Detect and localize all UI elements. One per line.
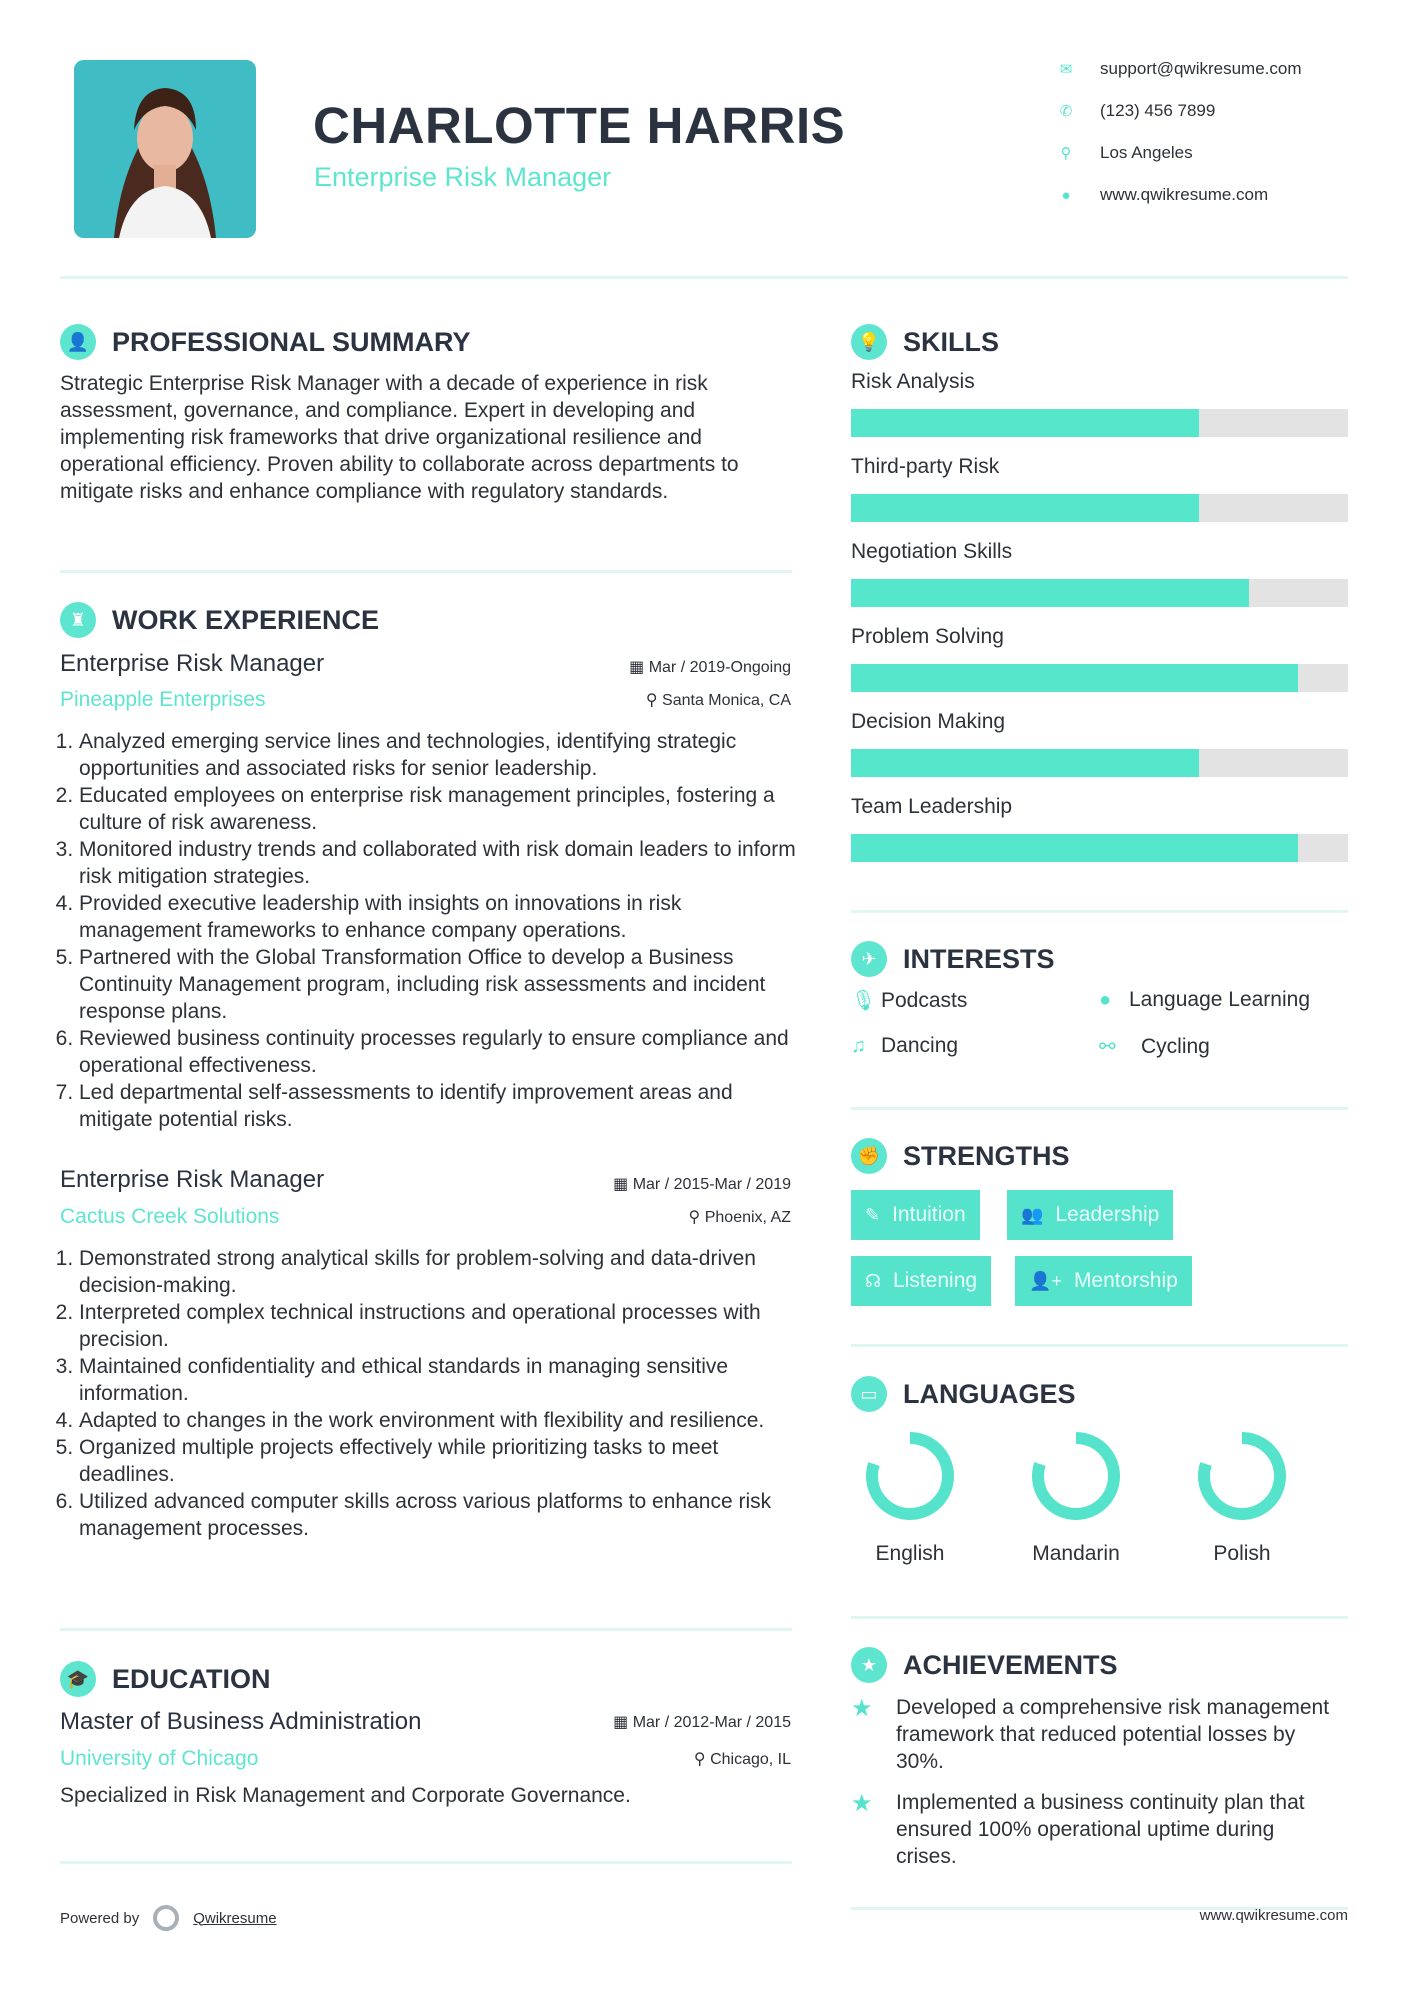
education-dates — [613, 1712, 791, 1732]
list-item: 6. Reviewed business continuity processes regularly to ensure compliance and operational effectiveness. — [79, 1025, 800, 1079]
education-location-text: Chicago, IL — [710, 1751, 791, 1768]
list-item: 6. Utilized advanced computer skills across various platforms to enhance risk management processes. — [79, 1488, 800, 1542]
languages-title: LANGUAGES — [903, 1378, 1076, 1409]
job-dates-text: Mar / 2015-Mar / 2019 — [632, 1176, 791, 1193]
list-item: 1. Demonstrated strong analytical skills for problem-solving and data-driven decision-making. — [79, 1245, 800, 1299]
skill-label: Third-party Risk — [851, 455, 1000, 478]
job-dates-text: Mar / 2019-Ongoing — [648, 659, 791, 676]
headphones-icon: ☊ — [865, 1270, 881, 1291]
contact-email[interactable] — [1058, 59, 1302, 79]
interest-label: Podcasts — [881, 988, 968, 1012]
language-ring — [862, 1428, 958, 1524]
achievements-title: ACHIEVEMENTS — [903, 1649, 1118, 1680]
user-icon: 👤 — [60, 324, 96, 360]
strength-intuition — [851, 1190, 980, 1240]
candidate-name: CHARLOTTE HARRIS — [313, 97, 846, 154]
job-location — [689, 1207, 791, 1227]
list-item: 4. Adapted to changes in the work environment with flexibility and resilience. — [79, 1407, 800, 1434]
education-dates-text: Mar / 2012-Mar / 2015 — [632, 1714, 791, 1731]
skill-bar — [851, 579, 1348, 607]
pin-icon: ⚲ — [693, 1751, 706, 1768]
skill-bar — [851, 749, 1348, 777]
languages-heading — [851, 1376, 1076, 1412]
star-icon: ★ — [851, 1790, 873, 1817]
skill-bar — [851, 409, 1348, 437]
education-heading — [60, 1661, 271, 1697]
star-badge-icon: ★ — [851, 1647, 887, 1683]
summary-title: PROFESSIONAL SUMMARY — [112, 326, 471, 357]
skill-bar — [851, 494, 1348, 522]
list-item: 7. Led departmental self-assessments to identify improvement areas and mitigate potential risks. — [79, 1079, 800, 1133]
calendar-icon: ▦ — [613, 1714, 629, 1731]
job-location-text: Santa Monica, CA — [662, 692, 791, 709]
education-divider — [60, 1861, 792, 1864]
list-item: 3. Monitored industry trends and collaborated with risk domain leaders to inform risk mitigation strategies. — [79, 836, 800, 890]
interest-dancing — [851, 1034, 958, 1058]
list-item: 5. Partnered with the Global Transformation Office to develop a Business Continuity Management program, including risk assessments and incident response plans. — [79, 944, 800, 1025]
globe-icon: ● — [1099, 988, 1112, 1011]
strength-label: Listening — [893, 1269, 978, 1292]
language-ring — [1194, 1428, 1290, 1524]
contact-email-text: support@qwikresume.com — [1100, 59, 1302, 78]
job-location-text: Phoenix, AZ — [704, 1209, 791, 1226]
strengths-title: STRENGTHS — [903, 1140, 1070, 1171]
strengths-heading — [851, 1138, 1070, 1174]
education-description: Specialized in Risk Management and Corporate Governance. — [60, 1784, 631, 1807]
qwikresume-logo-icon — [153, 1905, 179, 1931]
bicycle-icon: ⚯ — [1099, 1036, 1116, 1058]
interests-title: INTERESTS — [903, 943, 1055, 974]
calendar-icon: ▦ — [613, 1176, 629, 1193]
magic-wand-icon: ✎ — [865, 1204, 881, 1225]
job-dates — [629, 657, 791, 677]
star-icon: ★ — [851, 1695, 873, 1722]
skill-label: Risk Analysis — [851, 370, 975, 393]
strength-leadership — [1007, 1190, 1173, 1240]
interest-label: Dancing — [881, 1034, 959, 1057]
school-name: University of Chicago — [60, 1747, 259, 1770]
education-title: EDUCATION — [112, 1663, 271, 1694]
profile-photo — [74, 60, 256, 238]
language-label: Mandarin — [1032, 1542, 1120, 1565]
skill-bar — [851, 834, 1348, 862]
pin-icon: ⚲ — [645, 692, 658, 709]
lightbulb-icon: 💡 — [851, 324, 887, 360]
skill-label: Decision Making — [851, 710, 1006, 733]
achievements-heading — [851, 1647, 1118, 1683]
achievement-item: Implemented a business continuity plan that ensured 100% operational uptime during crises. — [896, 1791, 1305, 1868]
interest-label: Language Learning — [1129, 988, 1311, 1011]
contact-phone-text: (123) 456 7899 — [1100, 101, 1216, 120]
contact-phone[interactable] — [1058, 101, 1215, 121]
summary-text: Strategic Enterprise Risk Manager with a decade of experience in risk assessment, governance, and compliance. Expert in developing and implementing risk frameworks that drive organizational resilience and operational efficiency. Proven ability to collaborate across departments to mitigate risks and enhance compliance with regulatory standards. — [60, 372, 739, 503]
skill-label: Negotiation Skills — [851, 540, 1013, 563]
skills-title: SKILLS — [903, 326, 1000, 357]
contact-website-text: www.qwikresume.com — [1100, 185, 1269, 204]
phone-icon: ✆ — [1059, 103, 1073, 120]
job-location — [646, 690, 791, 710]
contact-location-text: Los Angeles — [1100, 143, 1193, 162]
interests-divider — [851, 1107, 1348, 1110]
qwikresume-link[interactable]: Qwikresume — [193, 1909, 277, 1927]
list-item: 1. Analyzed emerging service lines and technologies, identifying strategic opportunities and associated risks for senior leadership. — [79, 728, 800, 782]
education-location — [694, 1749, 791, 1769]
strength-label: Intuition — [892, 1203, 966, 1226]
job-bullets — [60, 1245, 800, 1542]
strength-mentorship — [1015, 1256, 1192, 1306]
globe-icon: ● — [1061, 186, 1071, 204]
job-dates — [613, 1174, 791, 1194]
microphone-icon: 🎙 — [851, 990, 877, 1012]
list-item: 3. Maintained confidentiality and ethical standards in managing sensitive information. — [79, 1353, 800, 1407]
footer-url[interactable]: www.qwikresume.com — [1199, 1907, 1348, 1924]
users-icon: 👥 — [1021, 1204, 1044, 1225]
location-pin-icon: ⚲ — [1060, 145, 1072, 162]
summary-divider — [60, 570, 792, 573]
skill-bar — [851, 664, 1348, 692]
calendar-icon: ▦ — [629, 659, 645, 676]
translate-icon: ▭ — [851, 1376, 887, 1412]
interest-podcasts — [851, 988, 967, 1013]
language-ring — [1028, 1428, 1124, 1524]
skill-label: Team Leadership — [851, 795, 1013, 818]
graduation-icon: 🎓 — [60, 1661, 96, 1697]
experience-heading — [60, 602, 379, 638]
languages-divider — [851, 1616, 1348, 1619]
music-note-icon: ♫ — [851, 1034, 866, 1057]
pin-icon: ⚲ — [688, 1209, 701, 1226]
language-label: Polish — [1213, 1542, 1271, 1565]
skill-bar-fill — [851, 494, 1199, 522]
interest-cycling — [1099, 1034, 1210, 1059]
skill-bar-fill — [851, 664, 1298, 692]
skill-label: Problem Solving — [851, 625, 1004, 648]
mail-icon: ✉ — [1059, 61, 1073, 78]
job-company: Cactus Creek Solutions — [60, 1205, 280, 1228]
footer-powered — [60, 1905, 277, 1931]
strength-label: Leadership — [1055, 1203, 1160, 1226]
list-item: 2. Interpreted complex technical instructions and operational processes with precision. — [79, 1299, 800, 1353]
summary-heading — [60, 324, 471, 360]
skills-heading — [851, 324, 999, 360]
experience-title: WORK EXPERIENCE — [112, 604, 380, 635]
skill-bar-fill — [851, 579, 1249, 607]
language-label: English — [875, 1542, 945, 1565]
achievement-item: Developed a comprehensive risk management framework that reduced potential losses by 30%. — [896, 1696, 1330, 1773]
user-plus-icon: 👤+ — [1029, 1270, 1062, 1291]
candidate-role: Enterprise Risk Manager — [314, 162, 612, 192]
contact-location — [1058, 143, 1193, 163]
strengths-divider — [851, 1344, 1348, 1347]
job-company: Pineapple Enterprises — [60, 688, 266, 711]
strength-listening — [851, 1256, 991, 1306]
skill-bar-fill — [851, 409, 1199, 437]
powered-by-text: Powered by — [60, 1909, 140, 1927]
interests-heading — [851, 941, 1055, 977]
list-item: 5. Organized multiple projects effectively while prioritizing tasks to meet deadlines. — [79, 1434, 800, 1488]
job-bullets — [60, 728, 800, 1133]
skill-bar-fill — [851, 834, 1298, 862]
list-item: 4. Provided executive leadership with insights on innovations in risk management frameworks to enhance company operations. — [79, 890, 800, 944]
contact-website[interactable] — [1058, 185, 1268, 205]
interest-language-learning — [1099, 988, 1310, 1012]
experience-divider — [60, 1628, 792, 1631]
job-title: Enterprise Risk Manager — [60, 650, 325, 677]
degree-title: Master of Business Administration — [60, 1708, 422, 1735]
paper-plane-icon: ✈ — [851, 941, 887, 977]
job-title: Enterprise Risk Manager — [60, 1166, 325, 1193]
briefcase-icon: ♜ — [60, 602, 96, 638]
skill-bar-fill — [851, 749, 1199, 777]
header-divider — [60, 276, 1348, 279]
skills-divider — [851, 910, 1348, 913]
strength-label: Mentorship — [1073, 1269, 1178, 1292]
interest-label: Cycling — [1141, 1034, 1210, 1058]
list-item: 2. Educated employees on enterprise risk management principles, fostering a culture of risk awareness. — [79, 782, 800, 836]
fist-icon: ✊ — [851, 1138, 887, 1174]
